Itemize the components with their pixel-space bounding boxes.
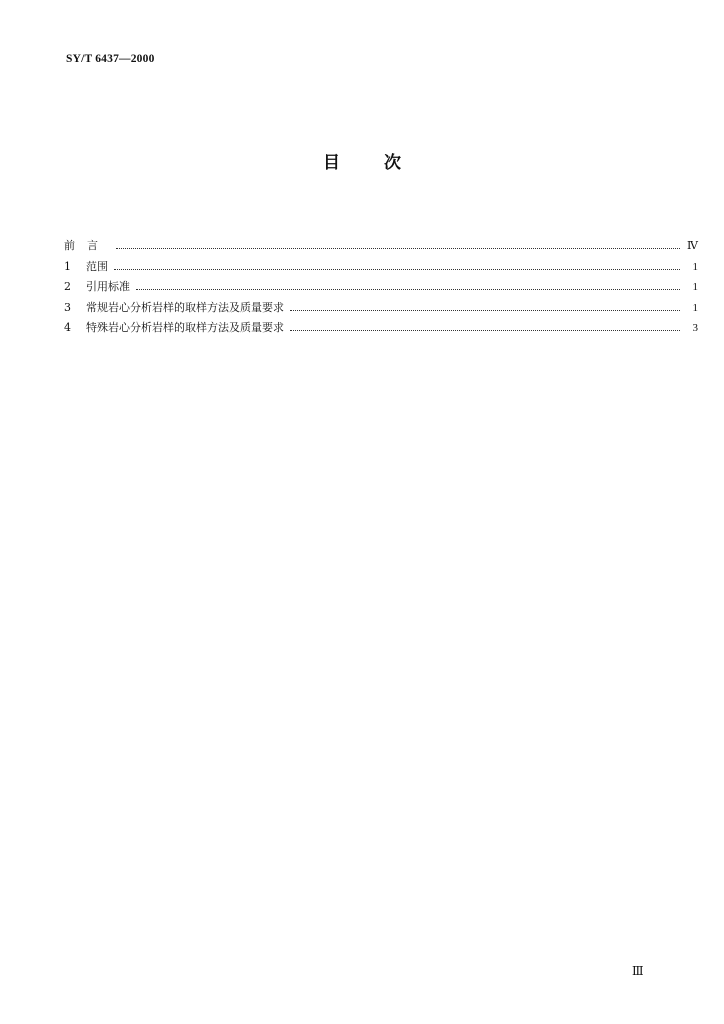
- toc-entry-label: 前言: [64, 239, 110, 252]
- toc-entry-page: 1: [692, 301, 698, 314]
- toc-entry-number: 1: [64, 259, 71, 273]
- toc-entry-preface[interactable]: [64, 236, 698, 257]
- toc-title: [0, 148, 724, 173]
- toc-entry-label: 范围: [86, 259, 108, 273]
- toc-dot-leader: [116, 248, 680, 249]
- toc-dot-leader: [136, 289, 680, 290]
- toc-entry-label: 引用标准: [86, 280, 130, 293]
- toc-entry-number: 4: [64, 321, 71, 334]
- toc-entry-routine-core-sampling[interactable]: [64, 298, 698, 319]
- toc-dot-leader: [290, 330, 680, 331]
- toc-title-char: 次: [384, 153, 401, 173]
- page-number: Ⅲ: [632, 964, 644, 978]
- standard-code: SY/T 6437—2000: [66, 53, 155, 65]
- toc-dot-leader: [114, 269, 680, 270]
- toc-entry-references[interactable]: [64, 277, 698, 298]
- toc-entry-number: 2: [64, 280, 71, 293]
- toc-entry-label: 特殊岩心分析岩样的取样方法及质量要求: [86, 321, 284, 334]
- toc-entry-scope[interactable]: [64, 257, 698, 278]
- toc-dot-leader: [290, 310, 680, 311]
- toc-entry-page: 1: [692, 260, 698, 273]
- toc-entry-special-core-sampling[interactable]: [64, 318, 698, 339]
- toc-entry-page: Ⅳ: [687, 240, 698, 252]
- toc-entry-page: 1: [692, 281, 698, 293]
- toc-entry-number: 3: [64, 300, 71, 314]
- toc-title-char: 目: [323, 153, 340, 173]
- table-of-contents: [64, 236, 698, 339]
- toc-entry-label: 常规岩心分析岩样的取样方法及质量要求: [86, 300, 284, 314]
- toc-entry-page: 3: [692, 322, 698, 334]
